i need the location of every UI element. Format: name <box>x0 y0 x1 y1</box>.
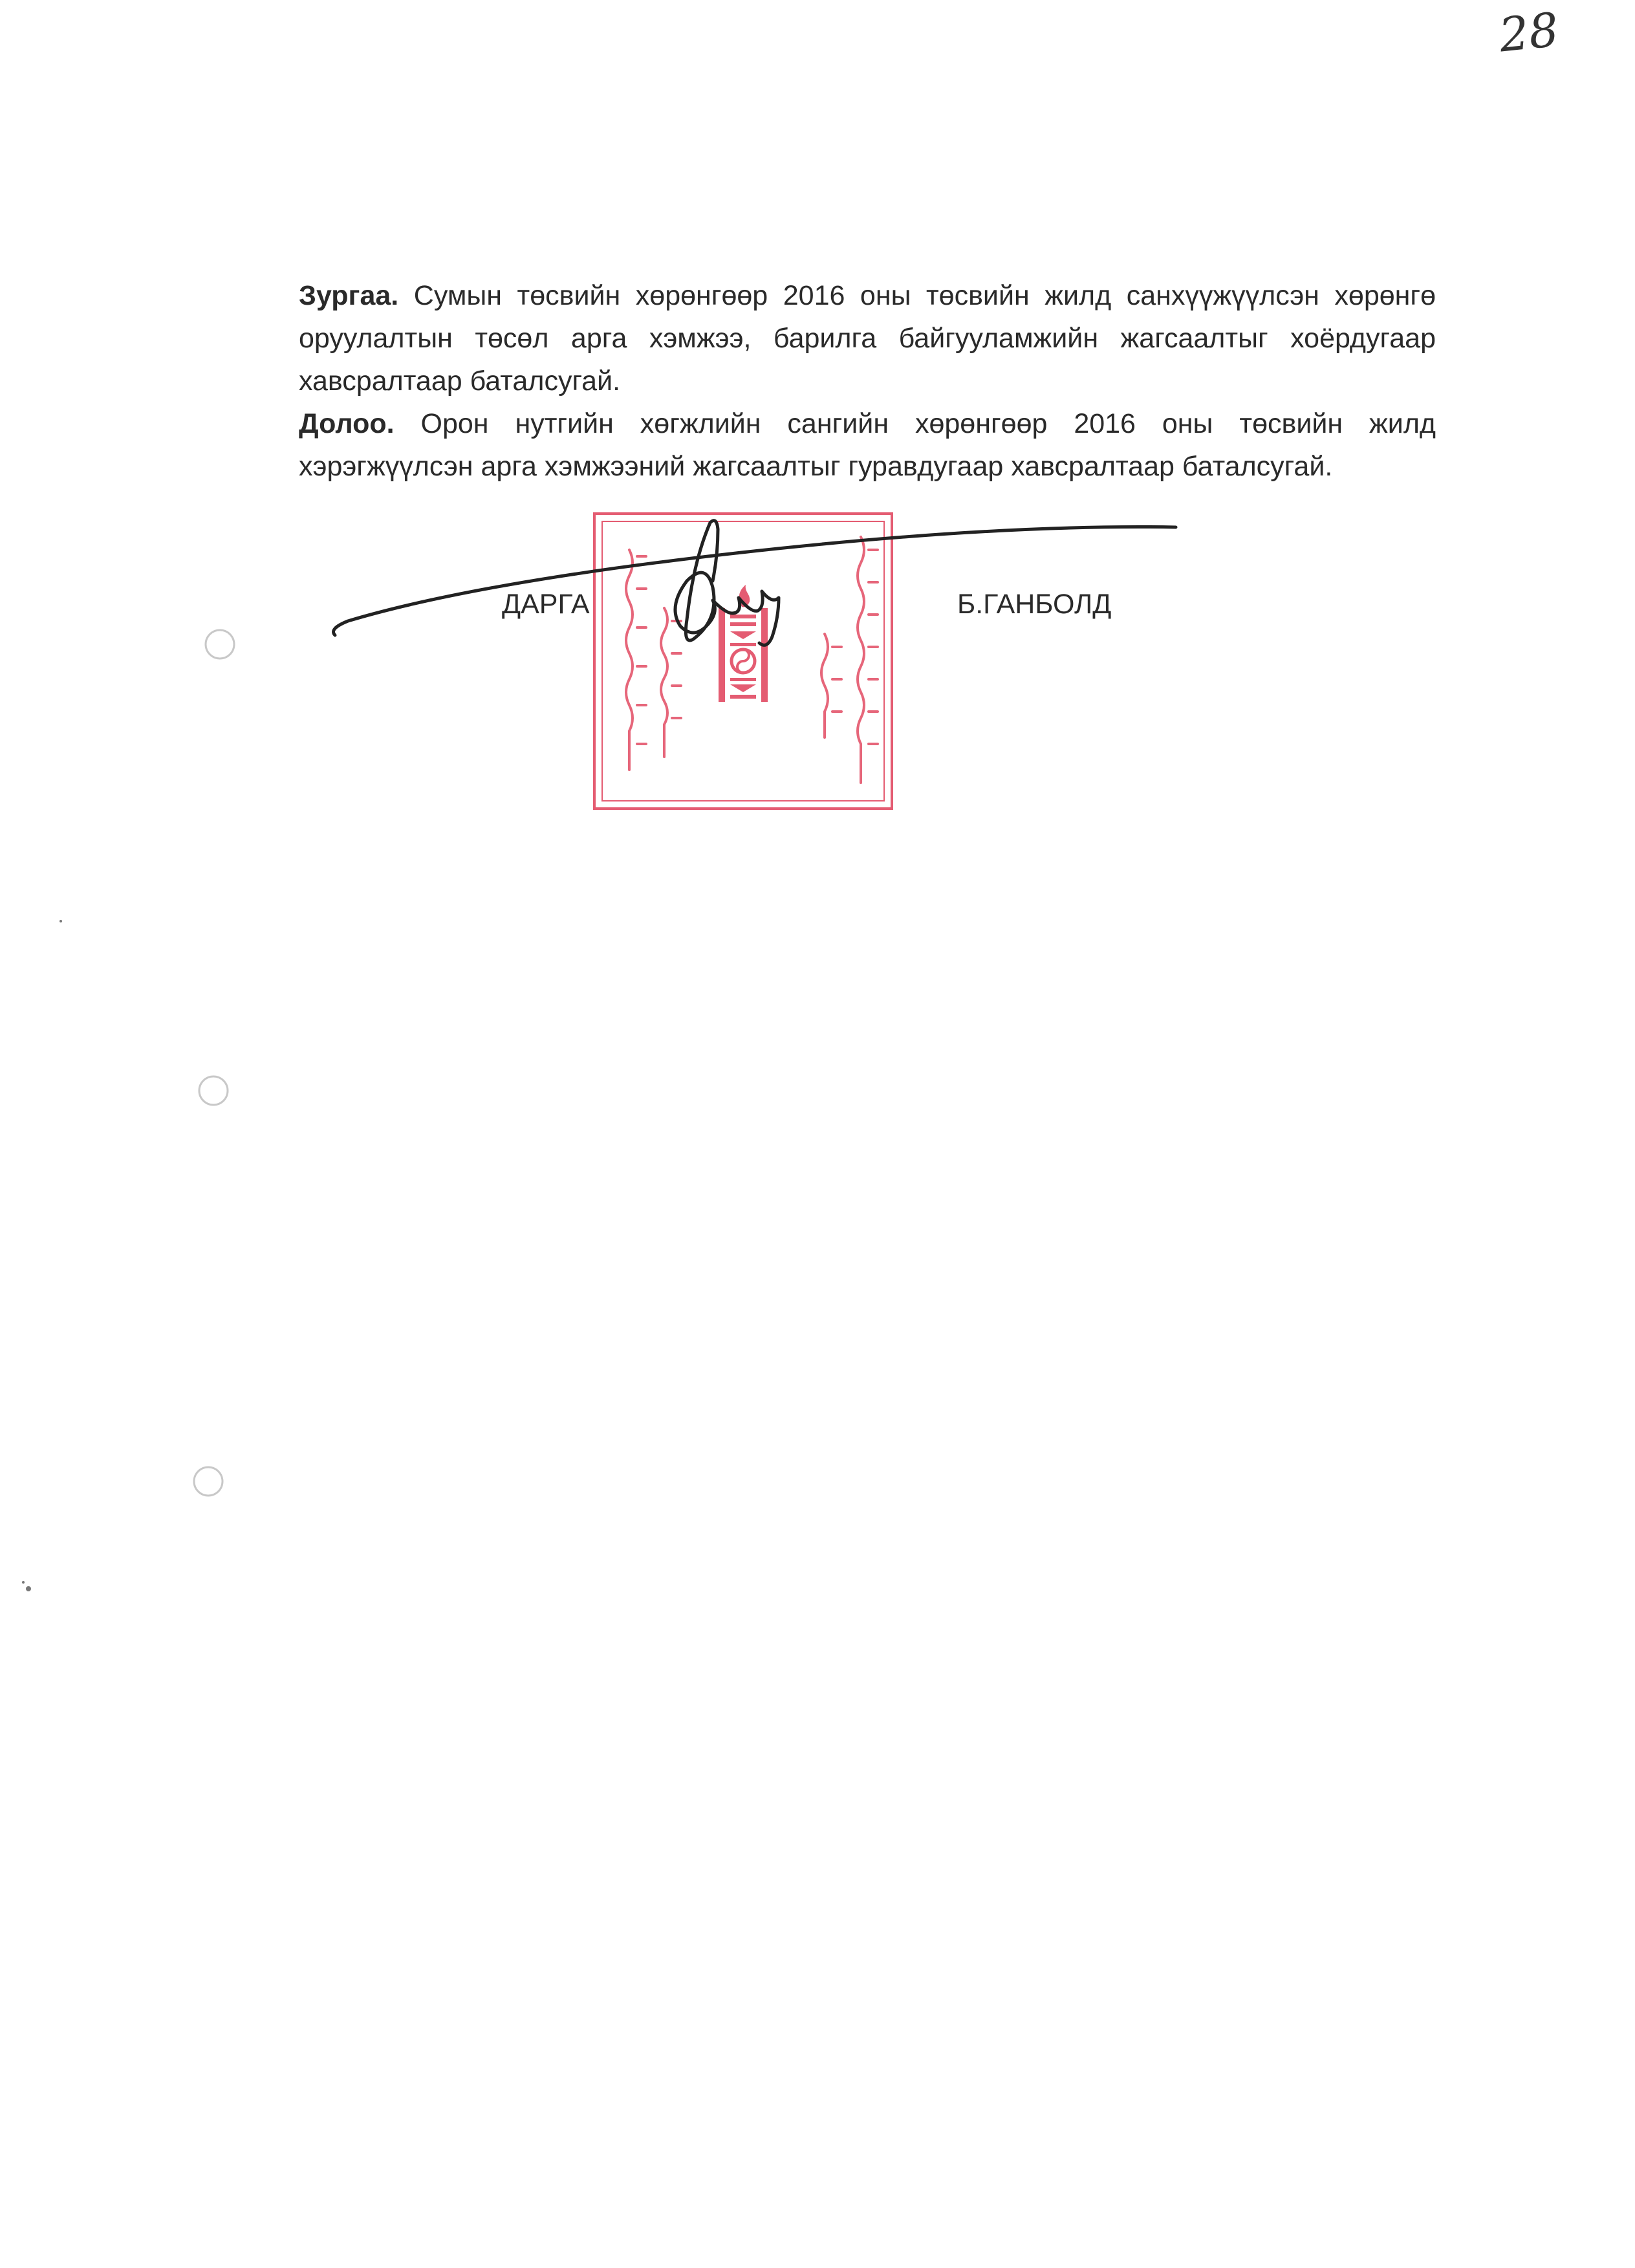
paragraph-seven-text: Орон нутгийн хөгжлийн сангийн хөрөнгөөр 2016 оны төсвийн жилд хэрэгжүүлсэн арга хэмжээний жагсаалтыг гуравдугаар хавсралтаар баталсугай. <box>299 408 1436 482</box>
paragraph-six-label: Зургаа. <box>299 280 399 311</box>
page-number: 28 <box>1496 2 1561 63</box>
binding-hole-marks <box>0 0 259 1617</box>
paragraph-seven-label: Долоо. <box>299 408 395 439</box>
signatory-name: Б.ГАНБОЛД <box>957 589 1112 620</box>
signatory-position: ДАРГА <box>502 589 590 620</box>
paragraph-six-text: Сумын төсвийн хөрөнгөөр 2016 оны төсвийн жилд санхүүжүүлсэн хөрөнгө оруулалтын төсөл арга хэмжээ, барилга байгууламжийн жагсаалтыг хоёрдугаар хавсралтаар баталсугай. <box>299 280 1436 397</box>
